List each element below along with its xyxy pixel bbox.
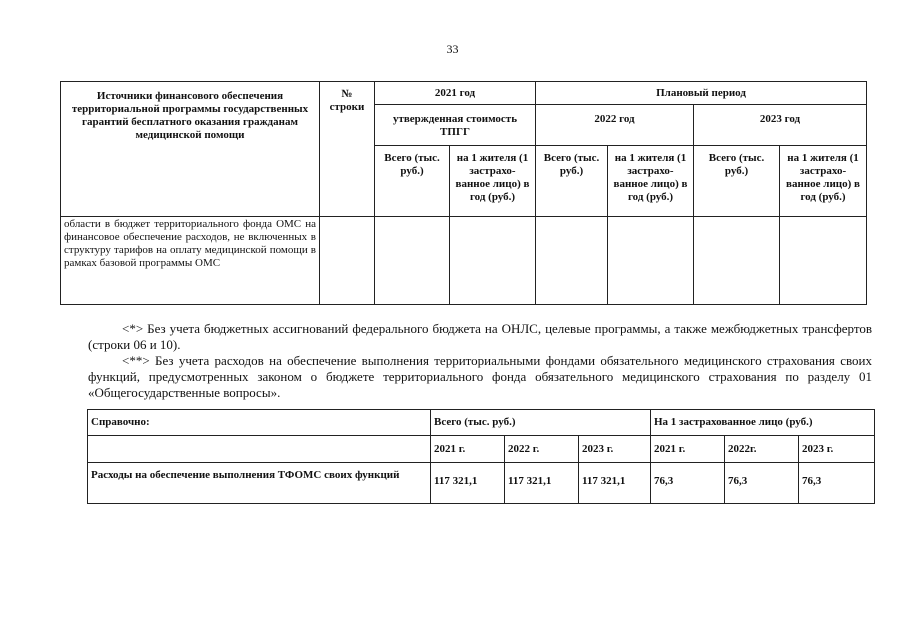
header-year-2021: 2021 год (375, 82, 536, 105)
footnote-1: <*> Без учета бюджетных ассигнований федерального бюджета на ОНЛС, целевые программы, а также межбюджетных трансфертов (строки 06 и 10). (88, 321, 872, 352)
ref-value-total-2023: 117 321,1 (579, 463, 651, 504)
ref-year-total-2023: 2023 г. (579, 436, 651, 463)
row-cell-total-2023 (694, 217, 780, 305)
row-cell-per-2023 (780, 217, 867, 305)
header-total-2021: Всего (тыс. руб.) (375, 146, 450, 217)
reference-table (87, 409, 875, 504)
ref-value-per-2021: 76,3 (651, 463, 725, 504)
row-cell-number (320, 217, 375, 305)
financing-sources-table (60, 81, 867, 305)
ref-row-label: Расходы на обеспечение выполнения ТФОМС своих функций (88, 463, 431, 504)
ref-value-total-2021: 117 321,1 (431, 463, 505, 504)
header-per-person-2023: на 1 жителя (1 застрахо-ванное лицо) в год (руб.) (780, 146, 867, 217)
row-cell-per-2021 (450, 217, 536, 305)
ref-per-insured-header: На 1 застрахованное лицо (руб.) (651, 410, 875, 436)
ref-total-header: Всего (тыс. руб.) (431, 410, 651, 436)
header-approved-cost: утвержденная стоимость ТПГГ (375, 105, 536, 146)
ref-label: Справочно: (88, 410, 431, 436)
row-source-text: области в бюджет территориального фонда ОМС на финансовое обеспечение расходов, не включенных в структуру тарифов на оплату медицинской помощи в рамках базовой программы ОМС (61, 217, 320, 305)
row-cell-per-2022 (608, 217, 694, 305)
ref-year-per-2022: 2022г. (725, 436, 799, 463)
footnotes (88, 321, 872, 401)
row-cell-total-2022 (536, 217, 608, 305)
row-cell-total-2021 (375, 217, 450, 305)
header-sources: Источники финансового обеспечения территориальной программы государственных гарантий бесплатного оказания гражданам медицинской помощи (61, 82, 320, 217)
footnote-2: <**> Без учета расходов на обеспечение выполнения территориальными фондами обязательного медицинского страхования своих функций, предусмотренных законом о бюджете территориального фонда обязательного медицинского страхования по разделу 01 «Общегосударственные вопросы». (88, 353, 872, 400)
header-total-2023: Всего (тыс. руб.) (694, 146, 780, 217)
ref-year-total-2021: 2021 г. (431, 436, 505, 463)
header-per-person-2022: на 1 жителя (1 застрахо-ванное лицо) в год (руб.) (608, 146, 694, 217)
header-year-2022: 2022 год (536, 105, 694, 146)
page-number: 33 (446, 42, 459, 56)
header-planning-period: Плановый период (536, 82, 867, 105)
ref-year-per-2021: 2021 г. (651, 436, 725, 463)
header-total-2022: Всего (тыс. руб.) (536, 146, 608, 217)
header-row-number: № строки (320, 82, 375, 217)
header-year-2023: 2023 год (694, 105, 867, 146)
ref-value-total-2022: 117 321,1 (505, 463, 579, 504)
ref-empty-cell (88, 436, 431, 463)
header-per-person-2021: на 1 жителя (1 застрахо-ванное лицо) в год (руб.) (450, 146, 536, 217)
ref-value-per-2022: 76,3 (725, 463, 799, 504)
ref-year-per-2023: 2023 г. (799, 436, 875, 463)
ref-year-total-2022: 2022 г. (505, 436, 579, 463)
ref-value-per-2023: 76,3 (799, 463, 875, 504)
